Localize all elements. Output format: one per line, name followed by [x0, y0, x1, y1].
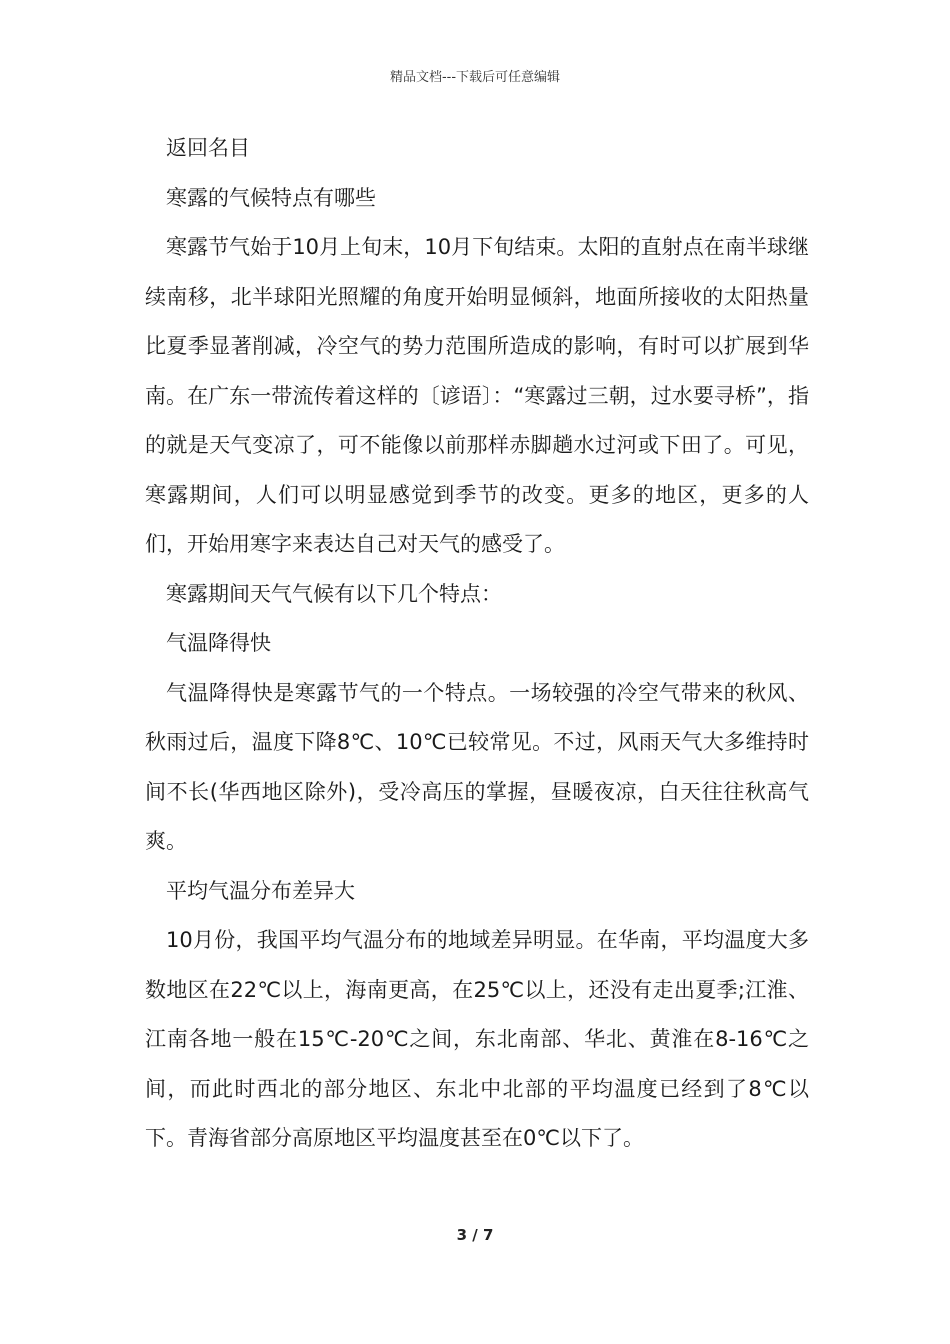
section-heading: 寒露的气候特点有哪些 [166, 185, 376, 210]
document-body [145, 124, 809, 1164]
body-paragraph: 寒露期间天气气候有以下几个特点： [166, 581, 502, 606]
body-paragraph: 气温降得快是寒露节气的一个特点。一场较强的冷空气带来的秋风、秋雨过后，温度下降8℃、10℃已较常见。不过，风雨天气大多维持时间不长(华西地区除外)，受冷高压的掌握，昼暖夜凉，白天往往秋高气爽。 [145, 680, 809, 853]
back-to-contents-link[interactable]: 返回名目 [166, 136, 250, 160]
page-header: 精品文档---下载后可任意编辑 [389, 70, 561, 85]
subheading: 平均气温分布差异大 [166, 878, 355, 903]
body-paragraph: 10月份，我国平均气温分布的地域差异明显。在华南，平均温度大多数地区在22℃以上，海南更高，在25℃以上，还没有走出夏季;江淮、江南各地一般在15℃-20℃之间，东北南部、华北、黄淮在8-16℃之间，而此时西北的部分地区、东北中北部的平均温度已经到了8℃以下。青海省部分高原地区平均温度甚至在0℃以下了。 [145, 928, 809, 1150]
body-paragraph: 寒露节气始于10月上旬末，10月下旬结束。太阳的直射点在南半球继续南移，北半球阳光照耀的角度开始明显倾斜，地面所接收的太阳热量比夏季显著削减，冷空气的势力范围所造成的影响，有时可以扩展到华南。在广东一带流传着这样的〔谚语〕：“寒露过三朝，过水要寻桥”，指的就是天气变凉了，可不能像以前那样赤脚趟水过河或下田了。可见，寒露期间，人们可以明显感觉到季节的改变。更多的地区，更多的人们，开始用寒字来表达自己对天气的感受了。 [145, 235, 809, 556]
subheading: 气温降得快 [166, 631, 271, 655]
page-number: 3 / 7 [456, 1226, 494, 1244]
